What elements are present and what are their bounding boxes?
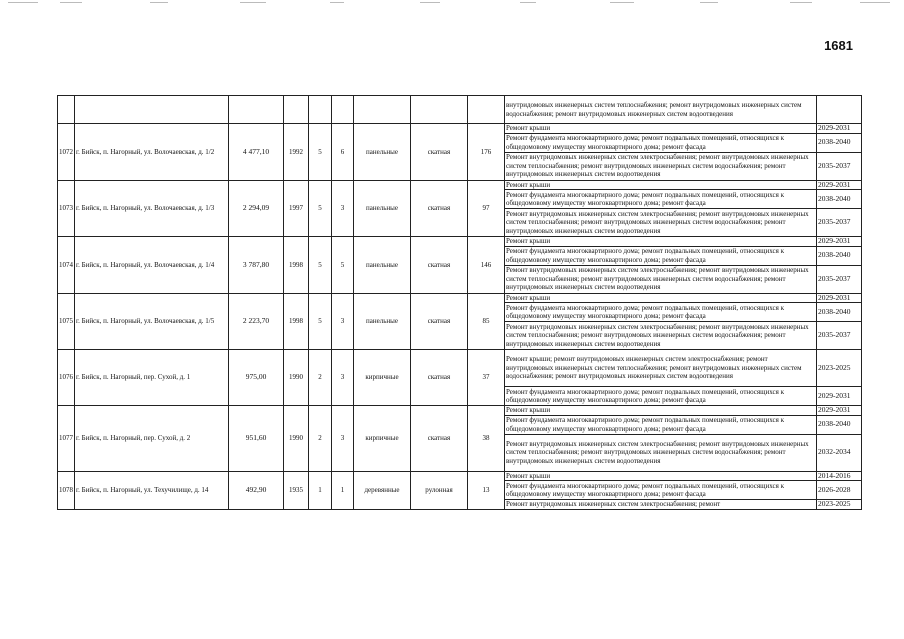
page-number: 1681 (824, 38, 853, 53)
house-year: 1997 (284, 180, 309, 237)
house-year: 1998 (284, 237, 309, 294)
table-row (58, 350, 862, 387)
house-number: 1077 (58, 406, 75, 472)
repair-period: 2035-2037 (817, 152, 862, 180)
house-area: 951,60 (229, 406, 284, 472)
repair-work: Ремонт внутридомовых инженерных систем электроснабжения; ремонт внутридомовых инженерных систем теплоснабжения; ремонт внутридомовых инженерных систем водоснабжения; ремонт внутридомовых инженерных систем водоотведения (505, 209, 817, 237)
repair-work: Ремонт фундамента многоквартирного дома; ремонт подвальных помещений, относящихся к общедомовому имуществу многоквартирного дома; ремонт фасада (505, 133, 817, 152)
house-residents: 37 (468, 350, 505, 406)
house-roof: скатная (411, 180, 468, 237)
table-row (58, 180, 862, 190)
repair-period: 2014-2016 (817, 471, 862, 481)
house-area: 975,00 (229, 350, 284, 406)
table-row (58, 237, 862, 247)
house-year: 1992 (284, 124, 309, 181)
repair-period: 2038-2040 (817, 246, 862, 265)
house-address: г. Бийск, п. Нагорный, ул. Волочаевская, д. 1/3 (75, 180, 229, 237)
house-walls: панельные (354, 293, 411, 350)
cell-period (817, 96, 862, 124)
house-floors: 5 (309, 293, 332, 350)
house-entrances: 5 (332, 237, 354, 294)
repair-work: Ремонт крыши; ремонт внутридомовых инженерных систем электроснабжения; ремонт внутридомовых инженерных систем теплоснабжения; ремонт внутридомовых инженерных систем водоснабжения; ремонт внутридомовых инженерных систем водоотведения (505, 350, 817, 387)
cell-address (75, 96, 229, 124)
house-roof: рулонная (411, 471, 468, 509)
repair-period: 2035-2037 (817, 322, 862, 350)
house-walls: панельные (354, 124, 411, 181)
house-number: 1078 (58, 471, 75, 509)
house-residents: 85 (468, 293, 505, 350)
table-row (58, 471, 862, 481)
house-roof: скатная (411, 124, 468, 181)
cell-num (58, 96, 75, 124)
house-number: 1074 (58, 237, 75, 294)
house-residents: 176 (468, 124, 505, 181)
house-entrances: 3 (332, 406, 354, 472)
table-row (58, 293, 862, 303)
house-address: г. Бийск, п. Нагорный, ул. Волочаевская, д. 1/4 (75, 237, 229, 294)
repair-work: Ремонт фундамента многоквартирного дома; ремонт подвальных помещений, относящихся к общедомовому имуществу многоквартирного дома; ремонт фасада (505, 415, 817, 434)
repair-work: Ремонт крыши (505, 180, 817, 190)
house-year: 1935 (284, 471, 309, 509)
house-residents: 38 (468, 406, 505, 472)
house-walls: кирпичные (354, 350, 411, 406)
repair-period: 2029-2031 (817, 180, 862, 190)
house-entrances: 3 (332, 293, 354, 350)
house-roof: скатная (411, 237, 468, 294)
repair-period: 2023-2025 (817, 500, 862, 510)
cell-floors (309, 96, 332, 124)
house-floors: 2 (309, 350, 332, 406)
repair-period: 2029-2031 (817, 406, 862, 416)
house-number: 1073 (58, 180, 75, 237)
repair-work: Ремонт крыши (505, 406, 817, 416)
house-address: г. Бийск, п. Нагорный, ул. Волочаевская, д. 1/2 (75, 124, 229, 181)
cell-works: внутридомовых инженерных систем теплоснабжения; ремонт внутридомовых инженерных систем водоснабжения; ремонт внутридомовых инженерных систем водоотведения (505, 96, 817, 124)
house-address: г. Бийск, п. Нагорный, ул. Техучилище, д. 14 (75, 471, 229, 509)
repair-period: 2038-2040 (817, 415, 862, 434)
repair-period: 2026-2028 (817, 481, 862, 500)
house-floors: 5 (309, 124, 332, 181)
repair-work: Ремонт внутридомовых инженерных систем электроснабжения; ремонт (505, 500, 817, 510)
house-roof: скатная (411, 350, 468, 406)
house-entrances: 6 (332, 124, 354, 181)
house-area: 3 787,80 (229, 237, 284, 294)
house-area: 2 294,09 (229, 180, 284, 237)
house-entrances: 3 (332, 180, 354, 237)
house-year: 1990 (284, 350, 309, 406)
table-row (58, 124, 862, 134)
repair-work: Ремонт внутридомовых инженерных систем электроснабжения; ремонт внутридомовых инженерных систем теплоснабжения; ремонт внутридомовых инженерных систем водоснабжения; ремонт внутридомовых инженерных систем водоотведения (505, 434, 817, 471)
repair-period: 2032-2034 (817, 434, 862, 471)
scan-edge-artifact (0, 0, 904, 6)
house-address: г. Бийск, п. Нагорный, ул. Волочаевская, д. 1/5 (75, 293, 229, 350)
repair-work: Ремонт внутридомовых инженерных систем электроснабжения; ремонт внутридомовых инженерных систем теплоснабжения; ремонт внутридомовых инженерных систем водоснабжения; ремонт внутридомовых инженерных систем водоотведения (505, 265, 817, 293)
house-number: 1072 (58, 124, 75, 181)
house-residents: 146 (468, 237, 505, 294)
cell-area (229, 96, 284, 124)
repair-work: Ремонт фундамента многоквартирного дома; ремонт подвальных помещений, относящихся к общедомовому имуществу многоквартирного дома; ремонт фасада (505, 387, 817, 406)
house-area: 4 477,10 (229, 124, 284, 181)
house-roof: скатная (411, 406, 468, 472)
house-floors: 1 (309, 471, 332, 509)
repair-period: 2038-2040 (817, 190, 862, 209)
repair-work: Ремонт внутридомовых инженерных систем электроснабжения; ремонт внутридомовых инженерных систем теплоснабжения; ремонт внутридомовых инженерных систем водоснабжения; ремонт внутридомовых инженерных систем водоотведения (505, 322, 817, 350)
repair-work: Ремонт крыши (505, 237, 817, 247)
house-floors: 2 (309, 406, 332, 472)
house-year: 1998 (284, 293, 309, 350)
repair-period: 2038-2040 (817, 133, 862, 152)
table-row (58, 406, 862, 416)
house-walls: деревянные (354, 471, 411, 509)
repair-work: Ремонт крыши (505, 293, 817, 303)
repair-work: Ремонт крыши (505, 471, 817, 481)
cell-year (284, 96, 309, 124)
house-floors: 5 (309, 180, 332, 237)
repair-period: 2023-2025 (817, 350, 862, 387)
cell-walls (354, 96, 411, 124)
repair-work: Ремонт крыши (505, 124, 817, 134)
house-year: 1990 (284, 406, 309, 472)
house-walls: панельные (354, 180, 411, 237)
repair-period: 2035-2037 (817, 209, 862, 237)
house-entrances: 3 (332, 350, 354, 406)
repair-period: 2029-2031 (817, 293, 862, 303)
house-number: 1075 (58, 293, 75, 350)
house-residents: 97 (468, 180, 505, 237)
house-floors: 5 (309, 237, 332, 294)
house-area: 2 223,70 (229, 293, 284, 350)
repair-work: Ремонт внутридомовых инженерных систем электроснабжения; ремонт внутридомовых инженерных систем теплоснабжения; ремонт внутридомовых инженерных систем водоснабжения; ремонт внутридомовых инженерных систем водоотведения (505, 152, 817, 180)
repair-work: Ремонт фундамента многоквартирного дома; ремонт подвальных помещений, относящихся к общедомовому имуществу многоквартирного дома; ремонт фасада (505, 481, 817, 500)
cell-residents (468, 96, 505, 124)
repair-work: Ремонт фундамента многоквартирного дома; ремонт подвальных помещений, относящихся к общедомовому имуществу многоквартирного дома; ремонт фасада (505, 303, 817, 322)
repair-work: Ремонт фундамента многоквартирного дома; ремонт подвальных помещений, относящихся к общедомовому имуществу многоквартирного дома; ремонт фасада (505, 190, 817, 209)
continuation-row (58, 96, 862, 124)
cell-roof (411, 96, 468, 124)
house-area: 492,90 (229, 471, 284, 509)
repair-work: Ремонт фундамента многоквартирного дома; ремонт подвальных помещений, относящихся к общедомовому имуществу многоквартирного дома; ремонт фасада (505, 246, 817, 265)
cell-entrances (332, 96, 354, 124)
housing-repair-table (57, 95, 862, 510)
house-number: 1076 (58, 350, 75, 406)
house-residents: 13 (468, 471, 505, 509)
repair-period: 2029-2031 (817, 387, 862, 406)
repair-period: 2029-2031 (817, 237, 862, 247)
house-walls: панельные (354, 237, 411, 294)
house-entrances: 1 (332, 471, 354, 509)
house-address: г. Бийск, п. Нагорный, пер. Сухой, д. 1 (75, 350, 229, 406)
repair-period: 2035-2037 (817, 265, 862, 293)
house-roof: скатная (411, 293, 468, 350)
repair-period: 2029-2031 (817, 124, 862, 134)
house-address: г. Бийск, п. Нагорный, пер. Сухой, д. 2 (75, 406, 229, 472)
repair-period: 2038-2040 (817, 303, 862, 322)
house-walls: кирпичные (354, 406, 411, 472)
